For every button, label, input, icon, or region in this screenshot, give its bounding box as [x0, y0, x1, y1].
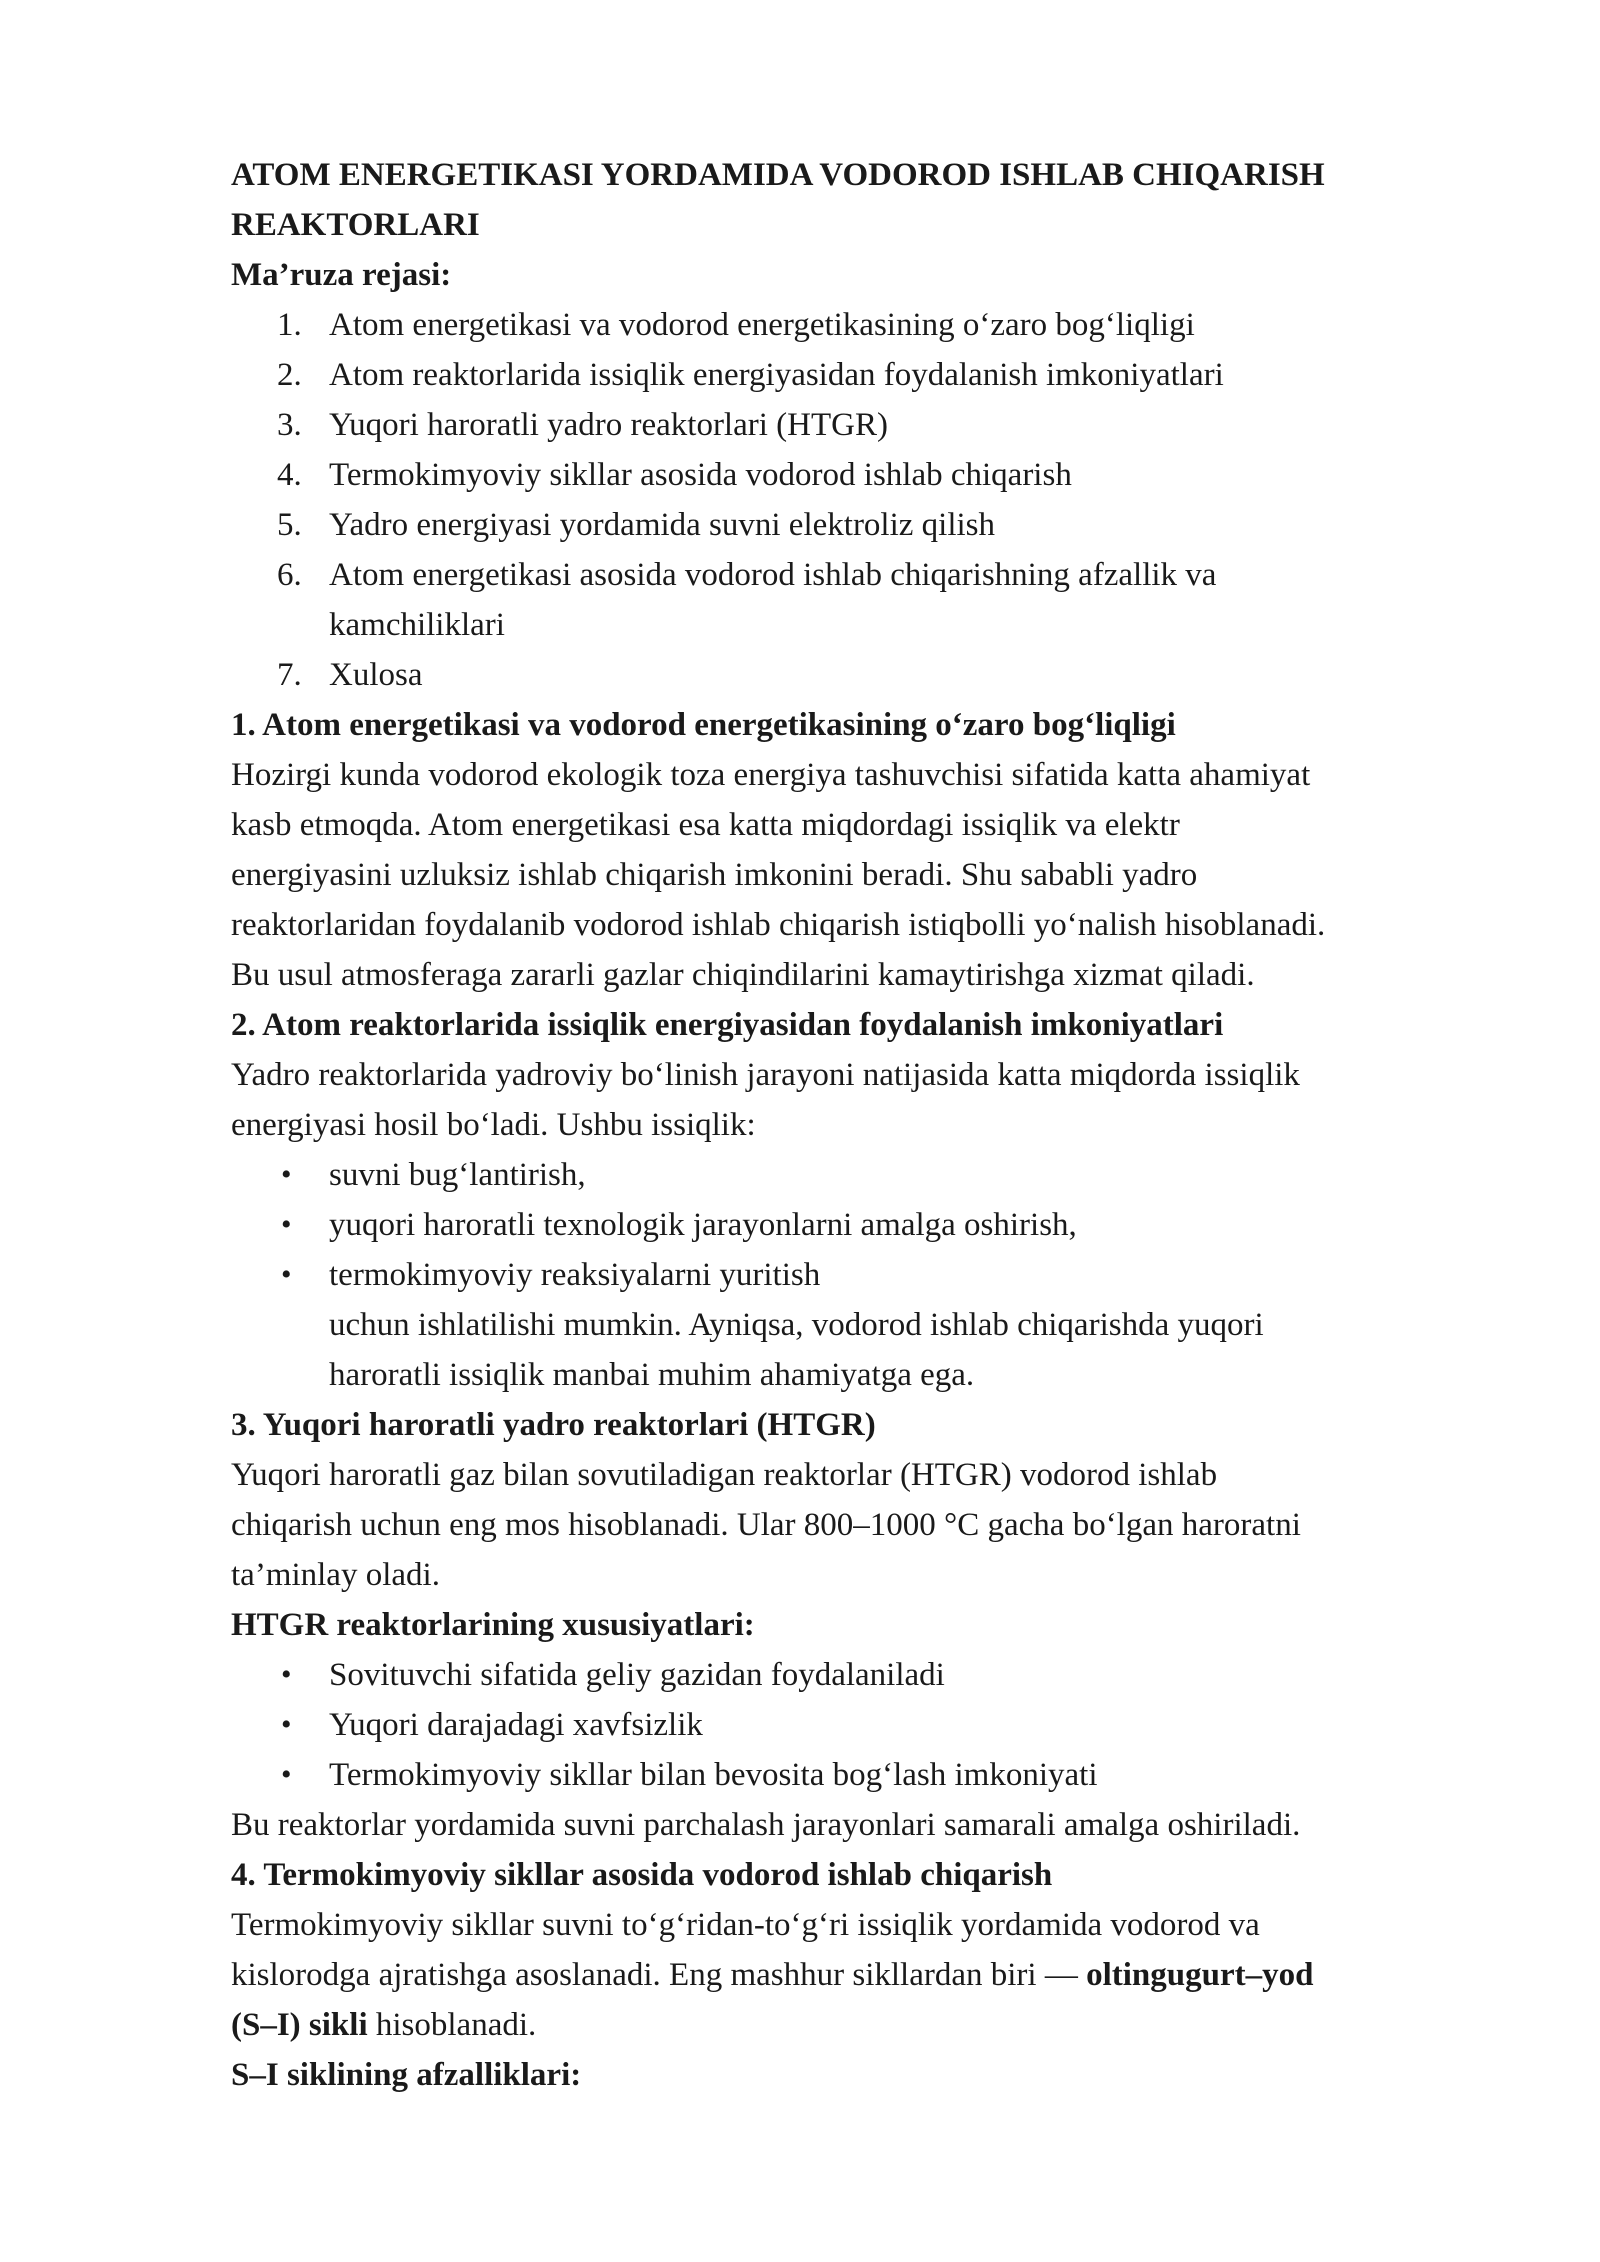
bullet-item: • Sovituvchi sifatida geliy gazidan foydalaniladi: [231, 1650, 1521, 1700]
htgr-features-heading: HTGR reaktorlarining xususiyatlari:: [231, 1607, 755, 1643]
plan-item: 6. Atom energetikasi asosida vodorod ishlab chiqarishning afzallik va: [277, 557, 1217, 593]
bullet-icon: •: [281, 1658, 292, 1691]
paragraph-line: energiyasi hosil bo‘ladi. Ushbu issiqlik:: [231, 1107, 756, 1143]
plan-item: 1. Atom energetikasi va vodorod energetikasining o‘zaro bog‘liqligi: [277, 307, 1195, 343]
doc-title-line2: REAKTORLARI: [231, 207, 480, 243]
paragraph-line: Hozirgi kunda vodorod ekologik toza energiya tashuvchisi sifatida katta ahamiyat: [231, 757, 1311, 793]
bullet-item: • termokimyoviy reaksiyalarni yuritish: [231, 1250, 1521, 1300]
si-cycle-name: oltingugurt–yod: [1086, 1957, 1314, 1993]
paragraph-line: Termokimyoviy sikllar suvni to‘g‘ridan-to‘g‘ri issiqlik yordamida vodorod va: [231, 1907, 1260, 1943]
bullet-item: • Termokimyoviy sikllar bilan bevosita bog‘lash imkoniyati: [231, 1750, 1521, 1800]
plan-item: 4. Termokimyoviy sikllar asosida vodorod ishlab chiqarish: [277, 457, 1072, 493]
paragraph-line: energiyasini uzluksiz ishlab chiqarish imkonini beradi. Shu sababli yadro: [231, 857, 1198, 893]
doc-title-line1: ATOM ENERGETIKASI YORDAMIDA VODOROD ISHLAB CHIQARISH: [231, 157, 1325, 193]
paragraph-line: Yuqori haroratli gaz bilan sovutiladigan reaktorlar (HTGR) vodorod ishlab: [231, 1457, 1218, 1493]
bullet-icon: •: [281, 1208, 292, 1241]
paragraph-line: kasb etmoqda. Atom energetikasi esa katta miqdordagi issiqlik va elektr: [231, 807, 1180, 843]
plan-item-continuation: kamchiliklari: [329, 607, 505, 643]
document-page: [231, 150, 1521, 2100]
bullet-item: • Yuqori darajadagi xavfsizlik: [231, 1700, 1521, 1750]
paragraph-line: reaktorlaridan foydalanib vodorod ishlab chiqarish istiqbolli yo‘nalish hisoblanadi.: [231, 907, 1326, 943]
paragraph-line: Bu usul atmosferaga zararli gazlar chiqindilarini kamaytirishga xizmat qiladi.: [231, 957, 1255, 993]
bullet-icon: •: [281, 1158, 292, 1191]
bullet-continuation: haroratli issiqlik manbai muhim ahamiyatga ega.: [329, 1357, 975, 1393]
bullet-icon: •: [281, 1708, 292, 1741]
plan-item: 2. Atom reaktorlarida issiqlik energiyasidan foydalanish imkoniyatlari: [277, 357, 1224, 393]
plan-heading: Ma’ruza rejasi:: [231, 257, 452, 293]
paragraph-line: kislorodga ajratishga asoslanadi. Eng mashhur sikllardan biri — oltingugurt–yod: [231, 1957, 1314, 1993]
bullet-continuation: uchun ishlatilishi mumkin. Ayniqsa, vodorod ishlab chiqarishda yuqori: [329, 1307, 1264, 1343]
bullet-item: • yuqori haroratli texnologik jarayonlarni amalga oshirish,: [231, 1200, 1521, 1250]
plan-list: [231, 300, 1521, 700]
section-2-heading: 2. Atom reaktorlarida issiqlik energiyasidan foydalanish imkoniyatlari: [231, 1007, 1224, 1043]
paragraph-line: chiqarish uchun eng mos hisoblanadi. Ular 800–1000 °C gacha bo‘lgan haroratni: [231, 1507, 1301, 1543]
section-1-heading: 1. Atom energetikasi va vodorod energetikasining o‘zaro bog‘liqligi: [231, 707, 1176, 743]
paragraph-line: Yadro reaktorlarida yadroviy bo‘linish jarayoni natijasida katta miqdorda issiqlik: [231, 1057, 1300, 1093]
paragraph-line: ta’minlay oladi.: [231, 1557, 440, 1593]
paragraph-line: (S–I) sikli hisoblanadi.: [231, 2007, 537, 2043]
si-advantages-heading: S–I siklining afzalliklari:: [231, 2057, 582, 2093]
bullet-item: • suvni bug‘lantirish,: [231, 1150, 1521, 1200]
bullet-icon: •: [281, 1758, 292, 1791]
si-cycle-abbrev: (S–I) sikli: [231, 2007, 368, 2043]
plan-item: 3. Yuqori haroratli yadro reaktorlari (HTGR): [277, 407, 888, 443]
bullet-icon: •: [281, 1258, 292, 1291]
section-4-heading: 4. Termokimyoviy sikllar asosida vodorod ishlab chiqarish: [231, 1857, 1053, 1893]
section-3-heading: 3. Yuqori haroratli yadro reaktorlari (HTGR): [231, 1407, 876, 1443]
paragraph-line: Bu reaktorlar yordamida suvni parchalash jarayonlari samarali amalga oshiriladi.: [231, 1807, 1301, 1843]
plan-item: 5. Yadro energiyasi yordamida suvni elektroliz qilish: [277, 507, 996, 543]
plan-item: 7. Xulosa: [277, 657, 423, 693]
